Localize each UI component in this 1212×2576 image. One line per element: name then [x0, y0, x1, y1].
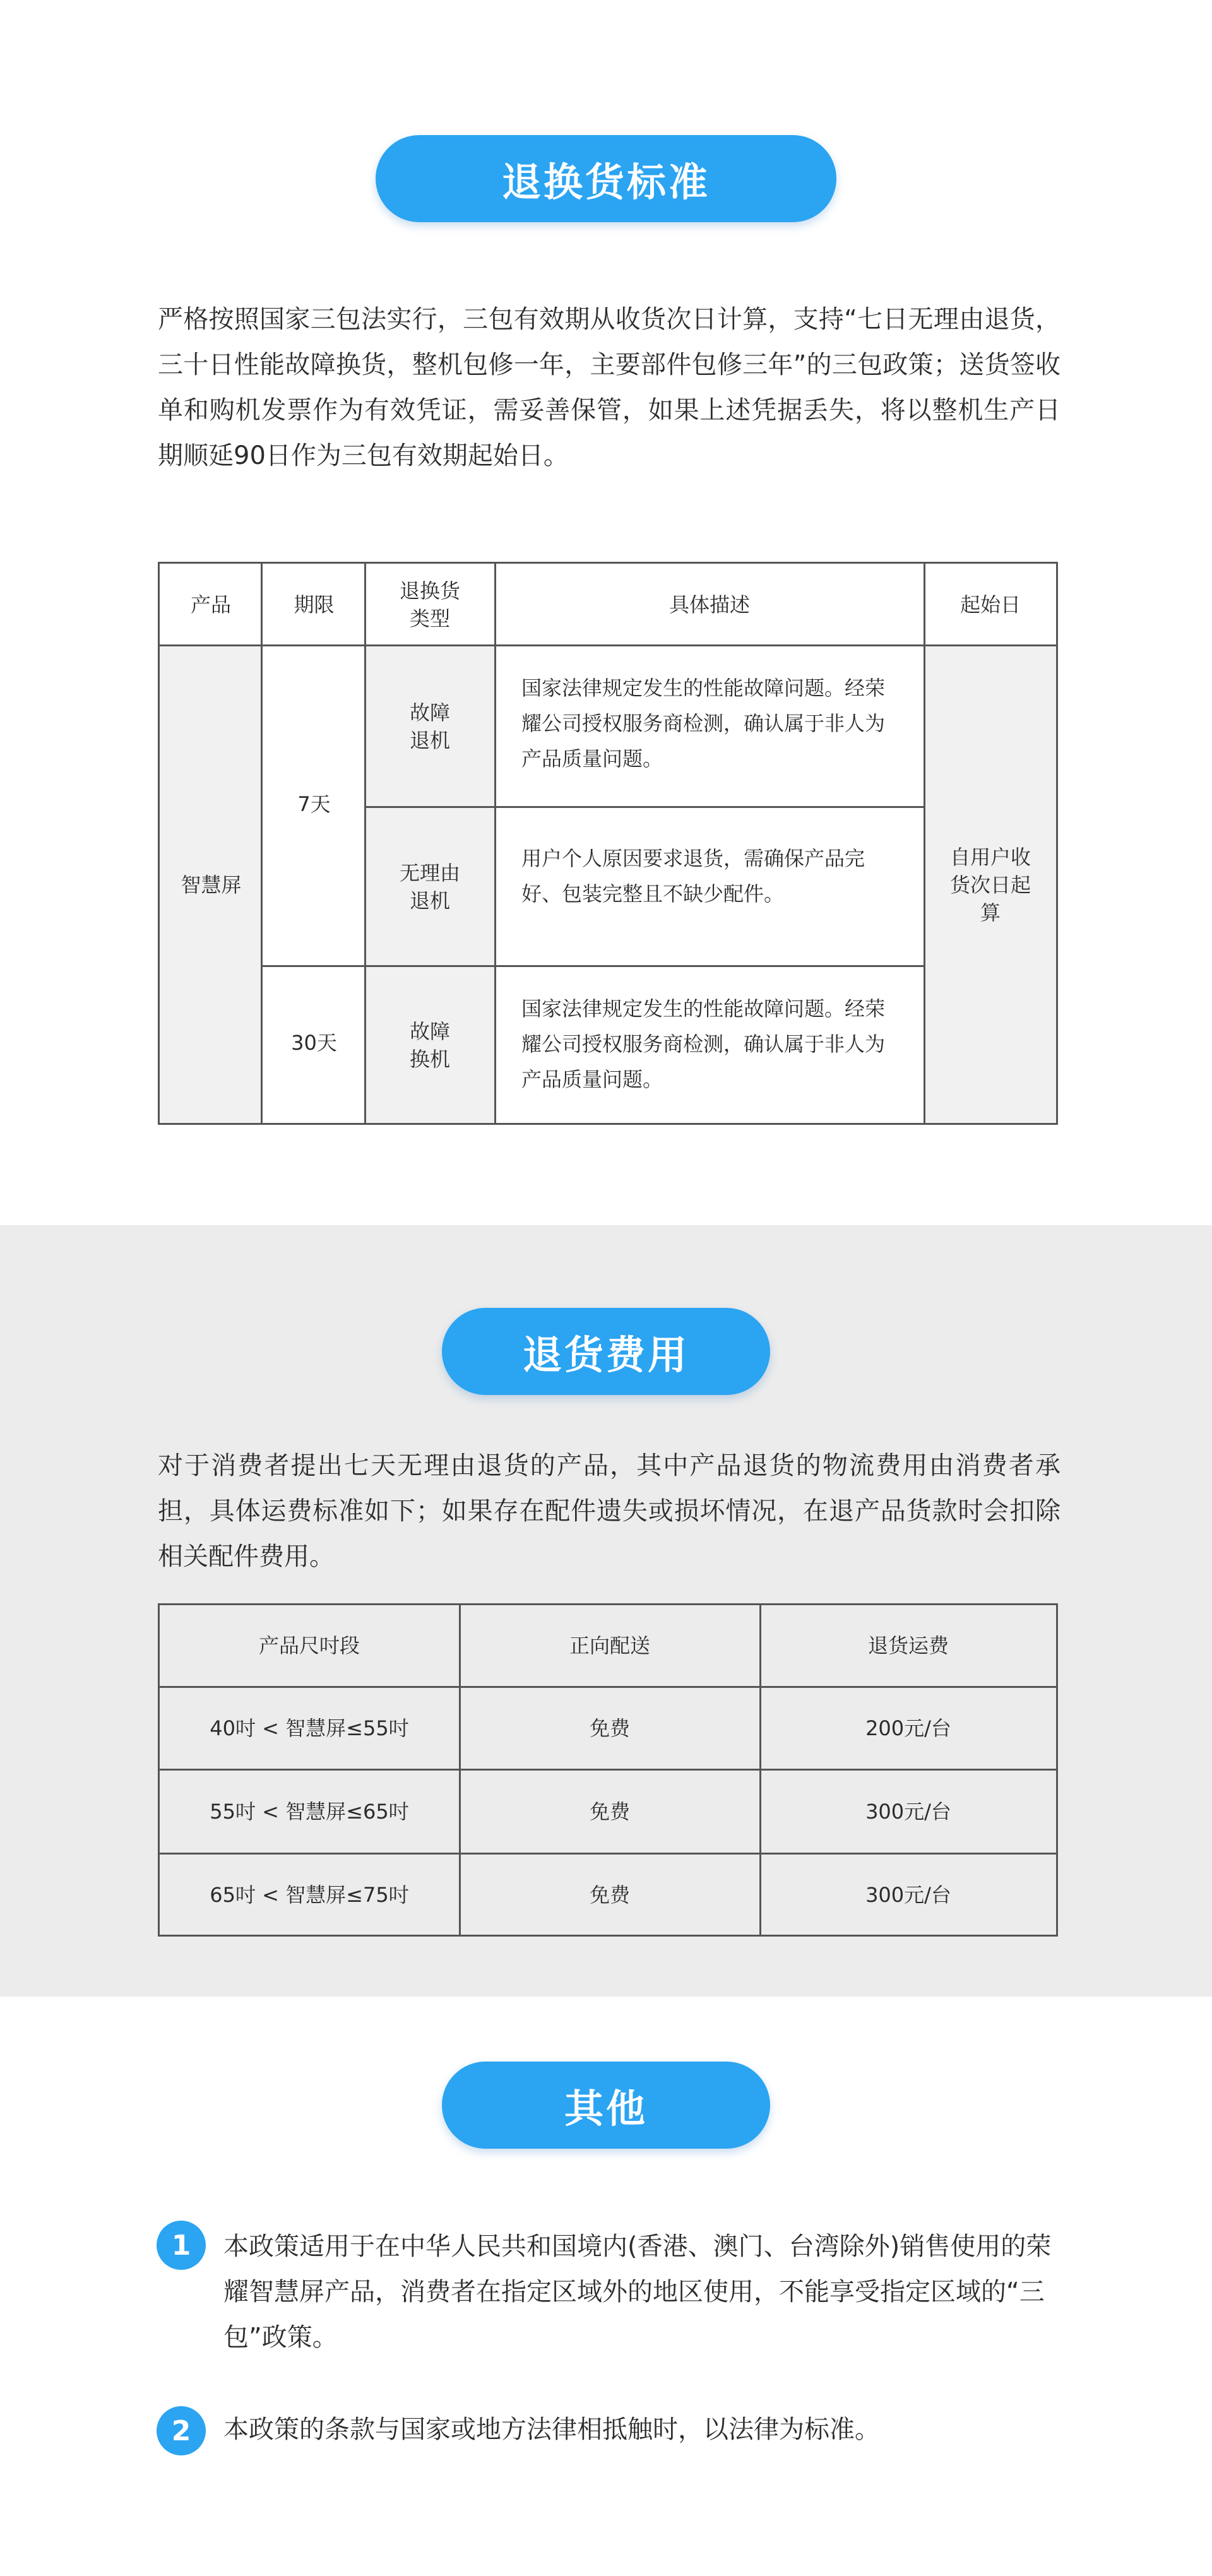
fee-row1-delivery: 免费	[589, 1716, 630, 1740]
section-title-other: 其他	[442, 2062, 770, 2149]
cell-period-30days: 30天	[291, 1031, 337, 1055]
list-number-1-badge: 1	[157, 2221, 206, 2270]
header-product: 产品	[190, 593, 231, 617]
other-item-2: 本政策的条款与国家或地方法律相抵触时，以法律为标准。	[223, 2415, 880, 2444]
return-fee-intro: 对于消费者提出七天无理由退货的产品，其中产品退货的物流费用由消费者承担，具体运费标准如下；如果存在配件遗失或损坏情况，在退产品货款时会扣除相关配件费用。	[158, 1451, 1060, 1571]
section-title-return-standard: 退换货标准	[376, 135, 836, 222]
list-number-2-badge: 2	[157, 2406, 206, 2455]
header-start: 起始日	[960, 593, 1021, 617]
cell-type-r1: 故障退机	[365, 646, 494, 806]
grid-line	[263, 965, 925, 967]
grid-line	[160, 1853, 1056, 1855]
grid-line	[364, 564, 366, 1123]
fee-header-delivery: 正向配送	[569, 1634, 650, 1658]
grid-line	[365, 806, 925, 808]
header-type: 退换货类型	[399, 579, 460, 631]
cell-desc-r2: 用户个人原因要求退货，需确保产品完好、包装完整且不缺少配件。	[521, 846, 865, 906]
return-standard-table	[158, 562, 1058, 1125]
grid-line	[924, 564, 925, 1123]
fee-row3-delivery: 免费	[589, 1882, 630, 1907]
cell-type-r2: 无理由退机	[365, 808, 494, 965]
cell-period-7days: 7天	[297, 792, 331, 816]
return-fee-table	[158, 1603, 1058, 1937]
fee-header-return-fee: 退货运费	[867, 1634, 949, 1658]
fee-row2-return: 300元/台	[865, 1800, 951, 1824]
grid-line	[160, 1769, 1056, 1771]
grid-line	[160, 644, 1056, 646]
other-item-1: 本政策适用于在中华人民共和国境内(香港、澳门、台湾除外)销售使用的荣耀智慧屏产品，消费者在指定区域外的地区使用，不能享受指定区域的“三包”政策。	[223, 2232, 1052, 2352]
fee-row2-delivery: 免费	[589, 1800, 630, 1824]
fee-row1-size: 40吋 < 智慧屏≤55吋	[210, 1716, 409, 1740]
grid-line	[459, 1605, 461, 1935]
fee-row2-size: 55吋 < 智慧屏≤65吋	[210, 1800, 409, 1824]
grid-line	[759, 1605, 761, 1935]
cell-desc-r1: 国家法律规定发生的性能故障问题。经荣耀公司授权服务商检测，确认属于非人为产品质量问题。	[521, 676, 886, 771]
fee-row3-size: 65吋 < 智慧屏≤75吋	[210, 1882, 409, 1907]
return-standard-intro: 严格按照国家三包法实行，三包有效期从收货次日计算，支持“七日无理由退货，三十日性能故障换货，整机包修一年，主要部件包修三年”的三包政策；送货签收单和购机发票作为有效凭证，需妥善保管，如果上述凭据丢失，将以整机生产日期顺延90日作为三包有效期起始日。	[158, 305, 1060, 470]
fee-row3-return: 300元/台	[865, 1882, 951, 1907]
grid-line	[160, 1686, 1056, 1688]
fee-row1-return: 200元/台	[865, 1716, 951, 1740]
cell-start-body: 自用户收货次日起算	[925, 646, 1056, 1123]
fee-header-size: 产品尺吋段	[258, 1634, 360, 1658]
cell-product-body: 智慧屏	[160, 646, 263, 1123]
grid-line	[494, 564, 496, 1123]
grid-line	[261, 564, 263, 1123]
cell-desc-r3: 国家法律规定发生的性能故障问题。经荣耀公司授权服务商检测，确认属于非人为产品质量问题。	[521, 997, 886, 1091]
section-title-return-fee: 退货费用	[442, 1308, 770, 1395]
header-desc: 具体描述	[668, 593, 750, 617]
header-period: 期限	[294, 593, 335, 617]
cell-type-r3: 故障换机	[365, 967, 494, 1123]
